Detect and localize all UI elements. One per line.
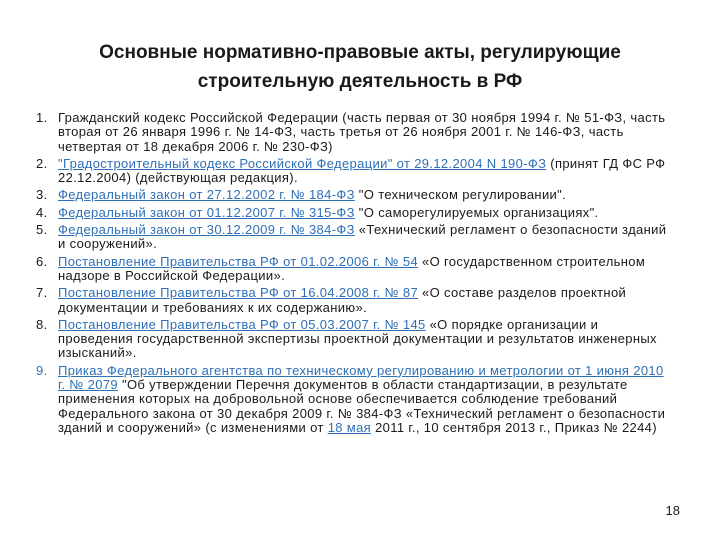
item-text-end: 2011 г., 10 сентября 2013 г., Приказ № 2244) xyxy=(371,419,657,435)
fz-384-link[interactable]: Федеральный закон от 30.12.2009 г. № 384-ФЗ xyxy=(58,222,355,238)
item-number: 5. xyxy=(36,222,48,238)
postanovlenie-54-link[interactable]: Постановление Правительства РФ от 01.02.2006 г. № 54 xyxy=(58,253,419,269)
item-content xyxy=(58,157,670,186)
list-item-9 xyxy=(36,364,670,435)
item-content xyxy=(58,206,670,220)
izmeneniya-18-maya-link[interactable]: 18 мая xyxy=(327,419,372,435)
slide-title xyxy=(40,38,680,96)
list-item-2 xyxy=(36,157,670,186)
item-text: "О техническом регулировании". xyxy=(354,187,567,203)
item-number: 2. xyxy=(36,155,48,171)
item-text: (принят ГД ФС РФ 22.12.2004) (действующая редакция). xyxy=(58,155,666,186)
item-number: 6. xyxy=(36,253,48,269)
list-item-6 xyxy=(36,255,670,284)
title-line-1: Основные нормативно-правовые акты, регулирующие xyxy=(99,42,621,63)
item-text: Гражданский кодекс Российской Федерации (часть первая от 30 ноября 1994 г. № 51-ФЗ, часть вторая от 26 января 1996 г. № 14-ФЗ, часть третья от 26 ноября 2001 г. № 146-ФЗ, часть четвертая от 18 декабря 2006 г. № 230-ФЗ) xyxy=(58,110,666,154)
item-number: 1. xyxy=(36,110,48,125)
item-number: 3. xyxy=(36,187,48,203)
item-number: 4. xyxy=(36,204,48,220)
gradostroitelny-kodeks-link[interactable]: "Градостроительный кодекс Российской Федерации" от 29.12.2004 N 190-ФЗ xyxy=(58,155,547,171)
list-item-8 xyxy=(36,318,670,361)
title-line-2: строительную деятельность в РФ xyxy=(197,71,523,92)
item-content xyxy=(58,255,670,284)
item-text: "О саморегулируемых организациях". xyxy=(354,204,599,220)
list-item-3 xyxy=(36,188,670,202)
item-number: 9. xyxy=(36,362,48,378)
list-item-5 xyxy=(36,223,670,252)
list-item-4 xyxy=(36,206,670,220)
item-content xyxy=(58,286,670,315)
item-number: 7. xyxy=(36,285,48,301)
item-text: «О составе разделов проектной документации и требованиях к их содержанию». xyxy=(58,285,627,315)
item-text: «О порядке организации и проведения государственной экспертизы проектной документации и результатов инженерных изысканий». xyxy=(58,316,657,361)
list-item-7 xyxy=(36,286,670,315)
prikaz-2079-link[interactable]: Приказ Федерального агентства по техническому регулированию и метрологии от 1 июня 2010 г. № 2079 xyxy=(58,362,664,393)
list-item-1 xyxy=(36,111,670,154)
item-content xyxy=(58,223,670,252)
item-content xyxy=(58,364,670,435)
page-number: 18 xyxy=(665,503,680,518)
item-number: 8. xyxy=(36,316,48,332)
postanovlenie-87-link[interactable]: Постановление Правительства РФ от 16.04.2008 г. № 87 xyxy=(58,285,419,301)
item-content xyxy=(58,188,670,202)
legal-acts-list xyxy=(36,111,670,438)
fz-184-link[interactable]: Федеральный закон от 27.12.2002 г. № 184-ФЗ xyxy=(58,187,355,203)
item-content xyxy=(58,318,670,361)
item-text: "Об утверждении Перечня документов в области стандартизации, в результате применения которых на добровольной основе обеспечивается соблюдение требований Федерального закона от 30 декабря 2009 г. № 384-ФЗ «Технический регламент о безопасности зданий и сооружений» (с изменениями от xyxy=(58,377,666,435)
item-text: «Технический регламент о безопасности зданий и сооружений». xyxy=(58,222,667,252)
postanovlenie-145-link[interactable]: Постановление Правительства РФ от 05.03.2007 г. № 145 xyxy=(58,316,426,332)
item-text: «О государственном строительном надзоре в Российской Федерации». xyxy=(58,253,646,283)
fz-315-link[interactable]: Федеральный закон от 01.12.2007 г. № 315-ФЗ xyxy=(58,204,355,220)
